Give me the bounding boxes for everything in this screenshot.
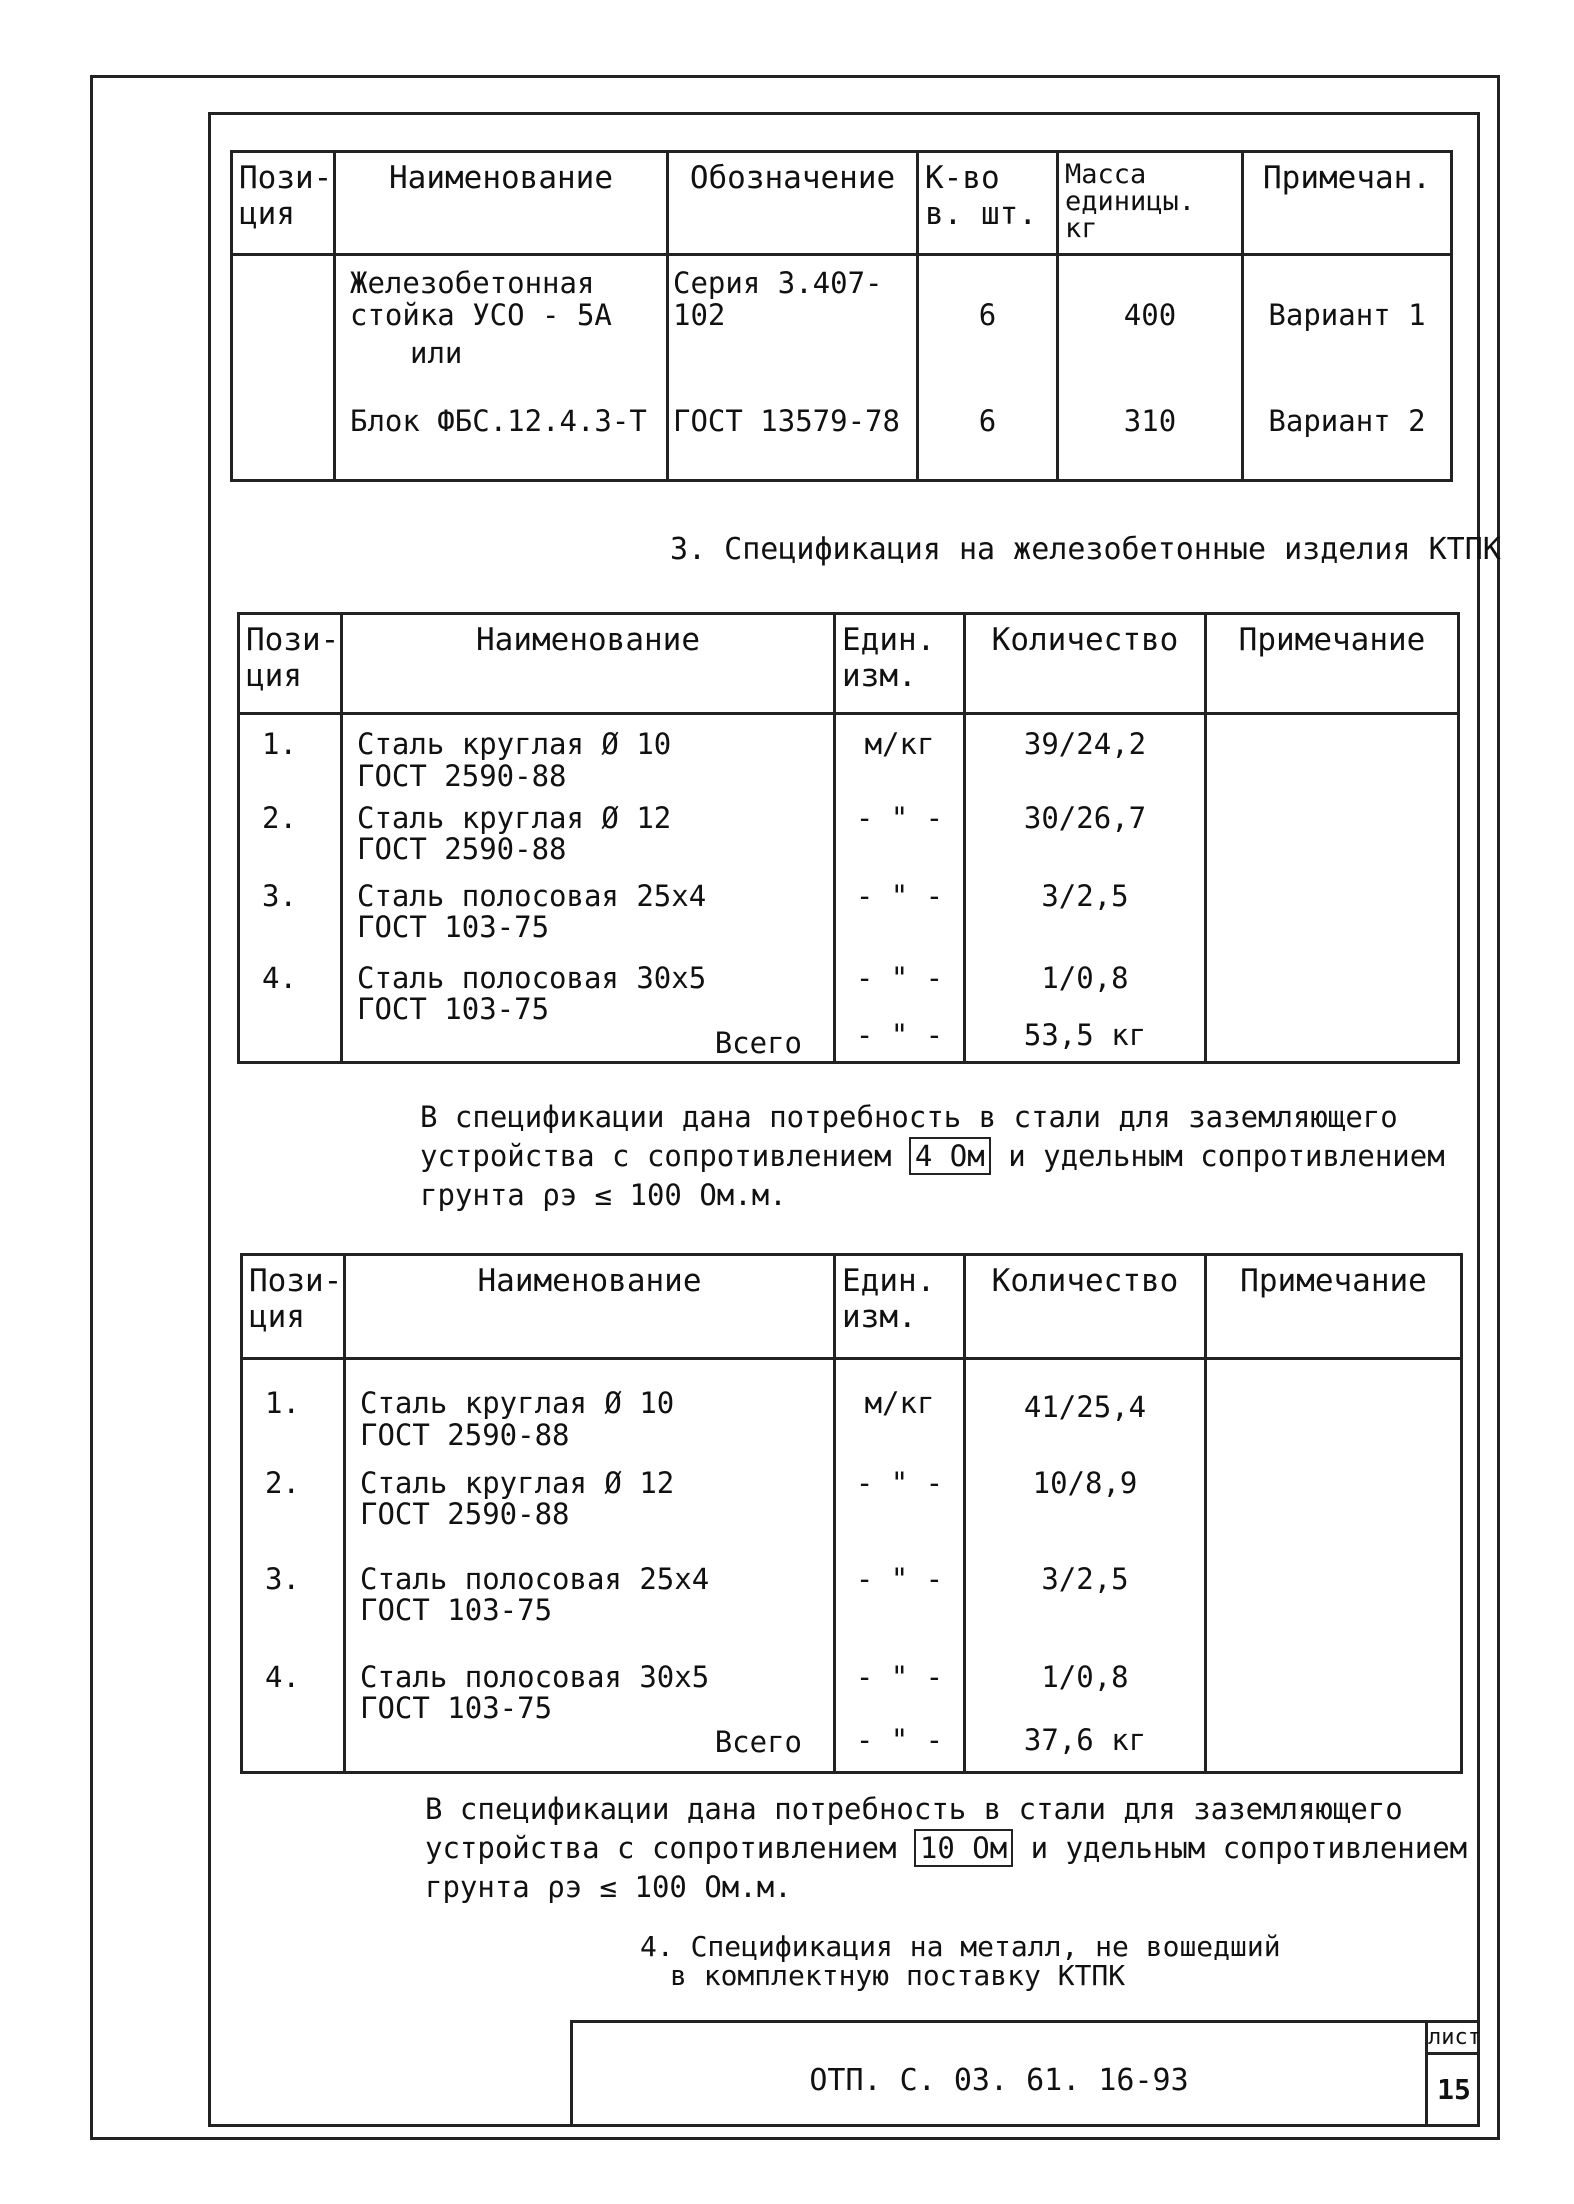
header-position [232, 152, 335, 255]
note-text: и удельным сопротивлением [1008, 1139, 1445, 1174]
name-line: Сталь полосовая 30х5 [360, 1659, 710, 1694]
note-line: В спецификации дана потребность в стали для заземляющего [425, 1792, 1403, 1826]
standard-line: ГОСТ 103-75 [360, 1691, 553, 1726]
item-position: 2. [242, 1467, 345, 1563]
table-row [232, 255, 1452, 405]
header-text: Пози- ция [239, 160, 333, 232]
item-name [345, 1661, 835, 1773]
sheet-label: лист [1428, 2025, 1480, 2055]
table-row [239, 962, 1459, 1063]
header-note [1206, 614, 1459, 714]
sheet-number: 15 [1437, 2073, 1471, 2106]
item-unit [835, 1661, 965, 1773]
header-text: Наименование [477, 1263, 702, 1299]
caption-section-3: 3. Спецификация на железобетонные изделия КТПК [670, 532, 1501, 567]
name-line: Сталь круглая Ø 10 [357, 727, 672, 761]
item-unit: - " - [835, 1563, 965, 1661]
header-name [342, 614, 835, 714]
table-steel-4-ohm [237, 612, 1460, 1064]
caption-section-4 [640, 1932, 1281, 1991]
item-name [342, 962, 835, 1063]
note-line: грунта ρэ ≤ 100 Ом.м. [420, 1178, 787, 1213]
header-text: Наименование [389, 160, 613, 196]
item-note [1206, 714, 1459, 802]
standard-line: ГОСТ 2590-88 [357, 832, 567, 867]
header-position [242, 1255, 345, 1359]
total-unit: - " - [855, 1018, 944, 1053]
item-note [1206, 1661, 1462, 1773]
name-line: стойка УСО - 5А [350, 297, 612, 332]
header-text: Наименование [476, 622, 700, 658]
name-line: или [410, 335, 463, 370]
item-name [342, 880, 835, 962]
note-line: грунта ρэ ≤ 100 Ом.м. [425, 1870, 792, 1905]
name-line: Сталь круглая Ø 12 [360, 1465, 675, 1500]
resistance-value: 10 Ом [914, 1829, 1013, 1867]
name-line: Сталь полосовая 30х5 [357, 960, 707, 995]
item-quantity: 3/2,5 [965, 1563, 1206, 1661]
name-line: Железобетонная [350, 266, 595, 300]
header-text: Примечан. [1263, 160, 1431, 196]
item-position: 3. [242, 1563, 345, 1661]
header-text: К-во в. шт. [925, 160, 1037, 232]
item-note [1206, 802, 1459, 880]
note-text: устройства с сопротивлением [425, 1831, 897, 1866]
item-quantity [965, 1661, 1206, 1773]
header-text: Примечание [1240, 1263, 1427, 1299]
item-position: 1. [239, 714, 342, 802]
item-position: 2. [239, 802, 342, 880]
table-row [242, 1661, 1462, 1773]
item-note [1206, 880, 1459, 962]
item-mass: 310 [1058, 405, 1243, 481]
item-quantity [965, 962, 1206, 1063]
header-quantity [965, 614, 1206, 714]
unit-line: - " - [855, 960, 944, 995]
item-quantity: 3/2,5 [965, 880, 1206, 962]
table-reinforced-concrete [230, 150, 1453, 482]
item-quantity: 39/24,2 [965, 714, 1206, 802]
note-text: и удельным сопротивлением [1030, 1831, 1468, 1866]
total-quantity: 53,5 кг [1023, 1018, 1147, 1053]
item-note [1206, 1467, 1462, 1563]
item-note [1206, 962, 1459, 1063]
item-quantity: 10/8,9 [965, 1467, 1206, 1563]
note-line [425, 1829, 1467, 1868]
header-text: Обозначение [689, 160, 896, 196]
item-quantity: 41/25,4 [965, 1359, 1206, 1467]
header-text: Пози- ция [249, 1263, 343, 1335]
item-unit [835, 962, 965, 1063]
table-row [242, 1467, 1462, 1563]
header-text: Количество [991, 1263, 1179, 1299]
item-name [345, 1467, 835, 1563]
header-name [345, 1255, 835, 1359]
header-text: Количество [991, 622, 1179, 658]
header-mass [1058, 152, 1243, 255]
header-text: Примечание [1238, 622, 1426, 658]
item-name: Блок ФБС.12.4.3-Т [335, 405, 668, 481]
table-row [242, 1563, 1462, 1661]
standard-line: ГОСТ 103-75 [357, 910, 550, 945]
table-row [239, 802, 1459, 880]
resistance-value: 4 Ом [909, 1137, 991, 1175]
header-position [239, 614, 342, 714]
header-text: Един. изм. [842, 622, 936, 694]
table-steel-10-ohm [240, 1253, 1463, 1774]
total-label: Всего [714, 1026, 802, 1061]
title-block [570, 2020, 1480, 2127]
item-name [342, 714, 835, 802]
item-note: Вариант 2 [1243, 405, 1452, 481]
note-line: В спецификации дана потребность в стали для заземляющего [420, 1100, 1398, 1134]
item-quantity: 30/26,7 [965, 802, 1206, 880]
sheet-box [1425, 2023, 1480, 2127]
total-label: Всего [714, 1725, 802, 1760]
header-unit [835, 614, 965, 714]
note-text: устройства с сопротивлением [420, 1139, 892, 1174]
standard-line: ГОСТ 2590-88 [360, 1417, 570, 1452]
header-note [1206, 1255, 1462, 1359]
item-unit: - " - [835, 1467, 965, 1563]
item-name [335, 255, 668, 405]
caption-line: в комплектную поставку КТПК [670, 1959, 1126, 1993]
header-name [335, 152, 668, 255]
header-note [1243, 152, 1452, 255]
total-quantity: 37,6 кг [1023, 1723, 1147, 1758]
item-quantity: 6 [918, 405, 1058, 481]
name-line: Сталь круглая Ø 10 [360, 1386, 675, 1420]
item-position: 3. [239, 880, 342, 962]
standard-line: ГОСТ 103-75 [357, 992, 550, 1027]
name-line: Сталь полосовая 25х4 [357, 878, 707, 913]
item-unit: - " - [835, 880, 965, 962]
quantity-line: 1/0,8 [1041, 960, 1129, 995]
item-name [345, 1359, 835, 1467]
table-row [239, 714, 1459, 802]
item-note [1206, 1563, 1462, 1661]
standard-line: ГОСТ 103-75 [360, 1593, 553, 1628]
caption-line: 4. Спецификация на металл, не вошедший [640, 1930, 1281, 1963]
header-text: Масса единицы. кг [1065, 159, 1196, 244]
item-mass: 400 [1058, 255, 1243, 405]
item-designation: ГОСТ 13579-78 [668, 405, 918, 481]
item-note [1206, 1359, 1462, 1467]
item-note: Вариант 1 [1243, 255, 1452, 405]
note-line [420, 1137, 1445, 1176]
standard-line: ГОСТ 2590-88 [360, 1497, 570, 1532]
name-line: Сталь круглая Ø 12 [357, 800, 672, 835]
item-position: 4. [239, 962, 342, 1063]
table-row [232, 405, 1452, 481]
item-unit: м/кг [835, 714, 965, 802]
header-quantity [965, 1255, 1206, 1359]
table-row [242, 1359, 1462, 1467]
standard-line: ГОСТ 2590-88 [357, 758, 567, 793]
name-line: Сталь полосовая 25х4 [360, 1561, 710, 1596]
note-10-ohm [425, 1790, 1467, 1907]
item-unit: м/кг [835, 1359, 965, 1467]
table-row [239, 880, 1459, 962]
header-text: Един. изм. [842, 1263, 936, 1335]
total-unit: - " - [855, 1723, 944, 1758]
document-code: ОТП. С. 03. 61. 16-93 [809, 2063, 1189, 2098]
quantity-line: 1/0,8 [1041, 1659, 1129, 1694]
item-quantity: 6 [918, 255, 1058, 405]
header-designation [668, 152, 918, 255]
header-unit [835, 1255, 965, 1359]
unit-line: - " - [855, 1659, 944, 1694]
item-unit: - " - [835, 802, 965, 880]
item-position: 4. [242, 1661, 345, 1773]
header-text: Пози- ция [246, 622, 340, 694]
note-4-ohm [420, 1098, 1445, 1215]
item-position: 1. [242, 1359, 345, 1467]
item-name [345, 1563, 835, 1661]
header-quantity [918, 152, 1058, 255]
item-name [342, 802, 835, 880]
item-designation: Серия 3.407-102 [668, 255, 918, 405]
